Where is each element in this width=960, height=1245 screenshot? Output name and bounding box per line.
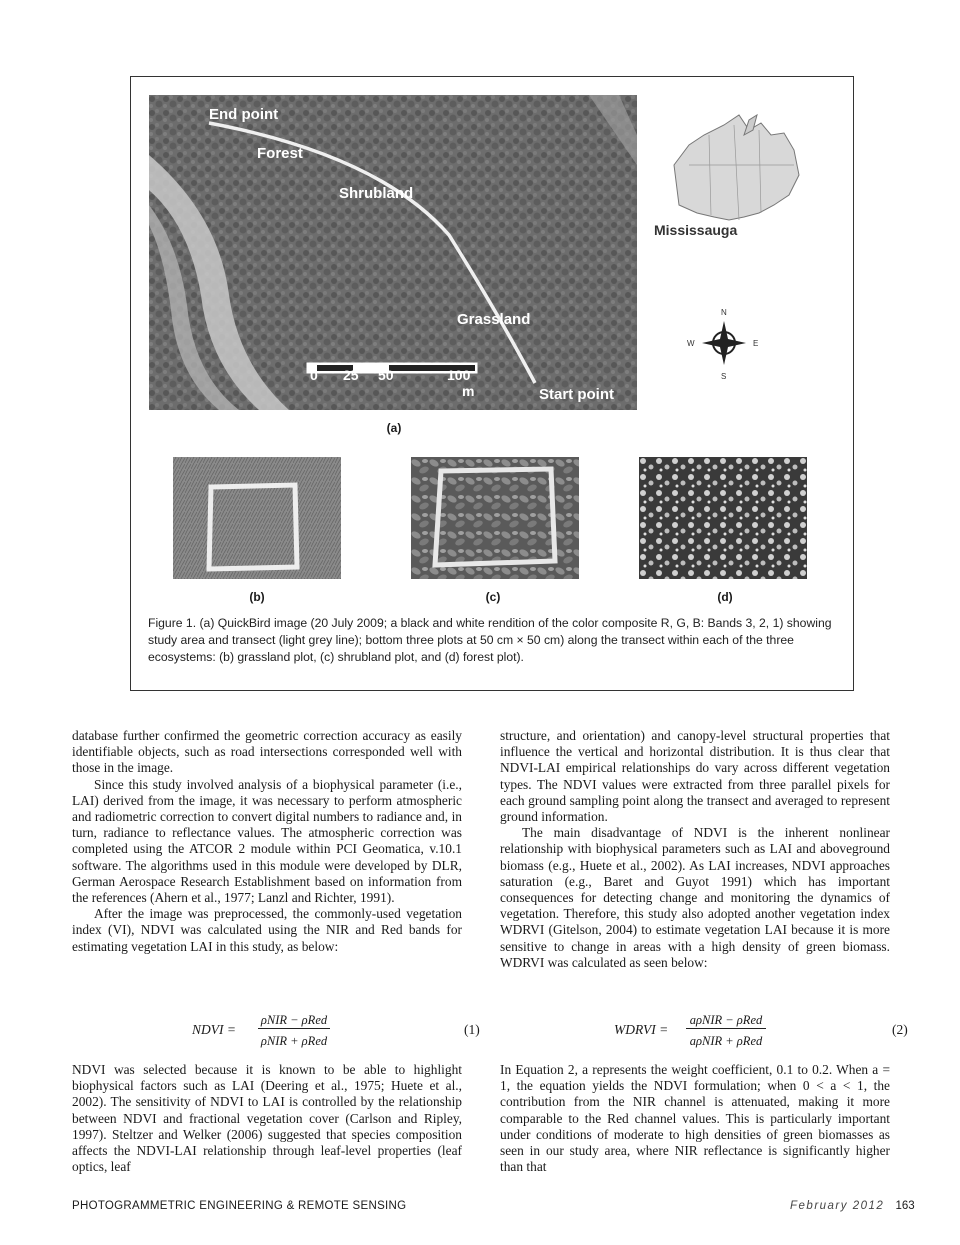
panel-label-b: (b) [249,590,265,604]
eq2-numerator: aρNIR − ρRed [686,1013,766,1029]
panel-label-c: (c) [485,590,501,604]
journal-name: PHOTOGRAMMETRIC ENGINEERING & REMOTE SENSING [72,1200,407,1212]
eq1-lhs: NDVI = [192,1022,236,1037]
panel-label-a: (a) [386,421,402,435]
left-paragraph-3: After the image was preprocessed, the commonly-used vegetation index (VI), NDVI was calculated using the NIR and Red bands for estimating vegetation LAI in this study, as below: [72,906,462,954]
right-column-cont [500,1062,890,1175]
left-column-cont [72,1062,462,1175]
eq2-lhs: WDRVI = [614,1022,669,1037]
grassland-plot-photo [173,457,341,579]
compass-icon [679,303,769,383]
label-grassland: Grassland [457,311,531,328]
right-paragraph-2: The main disadvantage of NDVI is the inherent nonlinear relationship with biophysical parameters such as LAI and aboveground biomass (e.g., Huete et al., 2002). As LAI increases, NDVI approaches saturation (e.g., Baret and Guyot 1991) which has important consequences for detecting change and monitoring the dynamics of vegetation. Therefore, this study also adopted another vegetation index WDRVI (Gitelson, 2004) to estimate vegetation LAI because it is more sensitive to change in areas with a high density of green biomass. WDRVI was calculated as seen below: [500,825,890,970]
figure-1 [130,76,854,691]
left-paragraph-2: Since this study involved analysis of a biophysical parameter (i.e., LAI) derived from the image, it was necessary to perform atmospheric and radiometric correction to convert digital numbers to radiance and, in turn, radiance to reflectance values. The atmospheric correction was completed using the ATCOR 2 module within PCI Geomatica, v.10.1 software. The algorithms used in this module were developed by DLR, German Aerospace Research Establishment based on information from the references (Ahern et al., 1977; Lanzl and Richter, 1991). [72,776,462,906]
compass-s: S [721,372,727,381]
eq1-denominator: ρNIR + ρRed [260,1034,328,1048]
eq2-number: (2) [892,1022,908,1037]
issue-month: February 2012 [790,1200,885,1212]
canada-map-icon [649,105,819,255]
label-start-point: Start point [539,386,614,403]
label-forest: Forest [257,145,303,162]
right-column [500,728,890,971]
figure-caption: Figure 1. (a) QuickBird image (20 July 2009; a black and white rendition of the color composite R, G, B: Bands 3, 2, 1) showing study area and transect (light grey line); bottom three plots at 50 cm × 50 cm) along the transect within each of the three ecosystems: (b) grassland plot, (c) shrubland plot, and (d) forest plot). [148,616,832,664]
quickbird-image [149,95,637,410]
eq2-denominator: aρNIR + ρRed [689,1034,763,1048]
left-paragraph-1: database further confirmed the geometric correction accuracy as easily identifiable objects, such as road intersections corresponded well with those in the image. [72,728,462,776]
scale-100: 100 [447,367,471,383]
scale-50: 50 [378,367,394,383]
shrubland-plot-photo [411,457,579,579]
scale-unit: m [462,383,475,399]
compass-n: N [721,308,727,317]
page-footer [790,1200,915,1212]
eq1-number: (1) [464,1022,480,1037]
compass-e: E [753,339,759,348]
eq1-numerator: ρNIR − ρRed [258,1013,330,1029]
left-column [72,728,462,955]
label-mississauga: Mississauga [654,222,738,238]
panel-label-d: (d) [717,590,733,604]
scale-25: 25 [343,367,359,383]
label-shrubland: Shrubland [339,185,414,202]
page-number: 163 [895,1200,915,1212]
forest-plot-photo [639,457,807,579]
label-end-point: End point [209,106,279,123]
scale-0: 0 [310,367,318,383]
right-paragraph-1: structure, and orientation) and canopy-level structural properties that influence the vertical and horizontal distribution. It is thus clear that NDVI-LAI empirical relationships do vary across different vegetation types. The NDVI values were extracted from three parallel pixels for each ground sampling point along the transect and averaged to represent ground information. [500,728,890,825]
compass-w: W [687,339,695,348]
right-paragraph-3: In Equation 2, a represents the weight coefficient, 0.1 to 0.2. When a = 1, the equation yields the NDVI formulation; when 0 < a < 1, the contribution from the NIR channel is attenuated, making it more comparable to the Red channel values. This is particularly important under conditions of moderate to high densities of green biomasses as seen in our study area, where NIR reflectance is significantly higher than that [500,1062,890,1175]
left-paragraph-4: NDVI was selected because it is known to be able to highlight biophysical factors such as LAI (Deering et al., 1975; Huete et al., 2002). The sensitivity of NDVI to LAI is controlled by the relationship between NDVI and fractional vegetation cover (Carlson and Ripley, 1997). Steltzer and Welker (2006) suggested that species composition affects the NDVI-LAI relationship through leaf-level properties (leaf optics, leaf [72,1062,462,1175]
